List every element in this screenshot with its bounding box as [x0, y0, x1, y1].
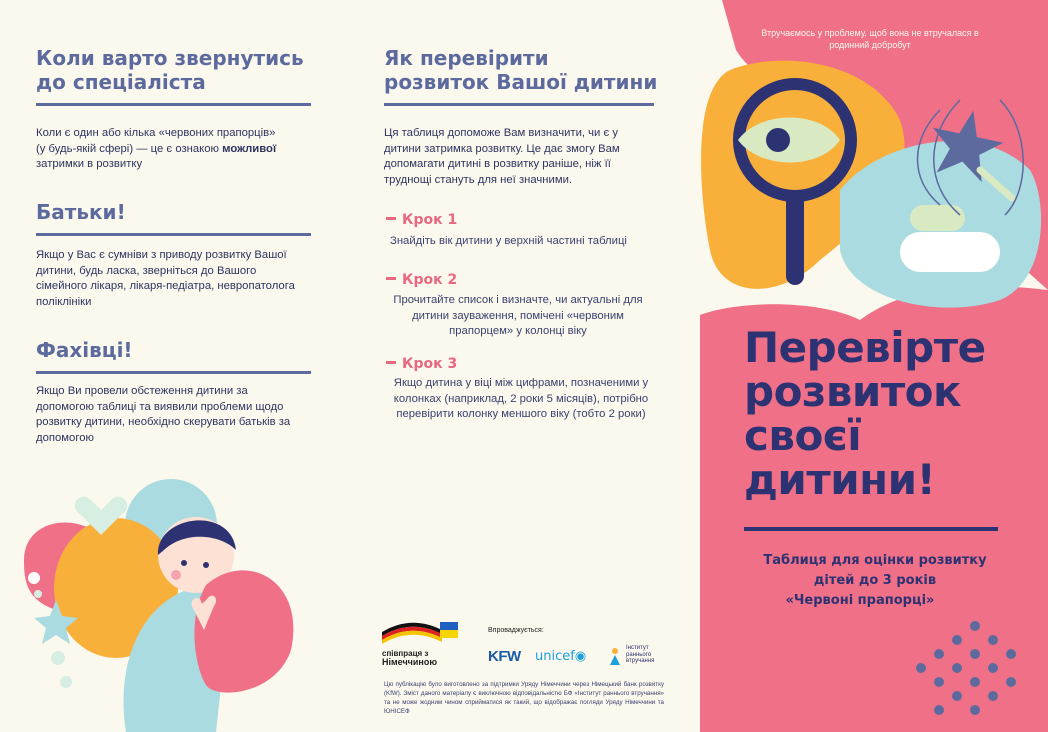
disclaimer: Цю публікацію було виготовлено за підтримки Уряду Німеччини через Німецький банк розвитку (KfW). Зміст даного матеріалу є виключною відповідальністю БФ «Інститут раннього втручання» та не може жодним чином сприйматися як такий, що відображає погляди Уряду Німеччини та ЮНІСЕФ	[384, 681, 664, 715]
divider	[384, 103, 654, 106]
emphasis: можливої	[222, 142, 277, 155]
middle-intro: Ця таблиця допоможе Вам визначити, чи є у дитини затримка розвитку. Це дає змогу Вам допомагати дитині в розвитку раніше, ніж її труднощі стануть для неї значними.	[384, 127, 620, 186]
dot	[60, 676, 72, 688]
coop-germany-logo	[382, 618, 462, 666]
dot	[28, 572, 40, 584]
step-3-text: Якщо дитина у віці між цифрами, позначеними у колонках (наприклад, 2 роки 5 місяців), потрібно перевірити колонку меншого віку (тобто 2 роки)	[393, 377, 649, 420]
divider	[36, 233, 311, 236]
cover-subtitle: Таблиця для оцінки розвитку дітей до 3 років «Червоні прапорці»	[763, 553, 987, 608]
flags-ribbon-icon	[382, 618, 462, 644]
child-eye	[181, 560, 187, 566]
step-1-title: Крок 1	[386, 212, 457, 228]
step-3-title: Крок 3	[386, 356, 457, 372]
coop-text: співпраця з Німеччиною	[382, 649, 438, 667]
cover-title: Перевірте розвиток своєї дитини!	[744, 323, 986, 504]
tagline: Втручаємось у проблему, щоб вона не втручалася в родинний добробут	[761, 28, 979, 50]
kfw-logo: KFW	[488, 648, 521, 665]
dash	[386, 361, 396, 364]
pros-heading: Фахівці!	[36, 338, 133, 362]
white-pill	[900, 232, 1000, 272]
dash	[386, 277, 396, 280]
big-heart	[194, 570, 293, 692]
title-rule	[744, 527, 998, 531]
unicef-logo: unicef◉	[535, 649, 587, 664]
eye-pupil	[766, 128, 790, 152]
when-section	[36, 46, 311, 106]
when-text: Коли є один або кілька «червоних прапорців» (у будь-якій сфері) — це є ознакою можливої затримки в розвитку	[36, 127, 277, 170]
divider	[36, 371, 311, 374]
step-2-title: Крок 2	[386, 272, 457, 288]
green-pill	[910, 205, 965, 231]
pros-text: Якщо Ви провели обстеження дитини за допомогою таблиці та виявили проблеми щодо розвитку дитини, необхідно скерувати батьків за допомогою	[36, 385, 291, 444]
parents-heading: Батьки!	[36, 200, 126, 224]
step-2-text: Прочитайте список і визначте, чи актуальні для дитини зауваження, помічені «червоним прапорцем» у колонці віку	[393, 294, 643, 337]
magnifier-handle	[786, 190, 804, 285]
child-eye	[203, 562, 209, 568]
dot	[34, 590, 42, 598]
middle-heading: Як перевірити розвиток Вашої дитини	[384, 46, 658, 94]
parents-text: Якщо у Вас є сумніви з приводу розвитку Вашої дитини, будь ласка, зверніться до Вашого сімейного лікаря, лікаря-педіатра, невропатолога поліклініки	[36, 249, 295, 308]
middle-heading-block	[384, 46, 664, 106]
dash	[386, 217, 396, 220]
cover-panel	[700, 0, 1048, 732]
child-illustration	[16, 470, 316, 732]
child-cheek	[171, 570, 181, 580]
implemented-label: Впроваджується:	[488, 627, 544, 634]
unicef-globe-icon: ◉	[574, 649, 587, 664]
pros-section	[36, 338, 311, 374]
step-1-text: Знайдіть вік дитини у верхній частині таблиці	[390, 235, 627, 247]
parents-section	[36, 200, 311, 236]
iri-text: Інститут раннього втручання	[626, 645, 655, 664]
iri-figure-icon	[608, 647, 622, 665]
dot	[51, 651, 65, 665]
when-heading: Коли варто звернутись до спеціаліста	[36, 46, 304, 94]
divider	[36, 103, 311, 106]
